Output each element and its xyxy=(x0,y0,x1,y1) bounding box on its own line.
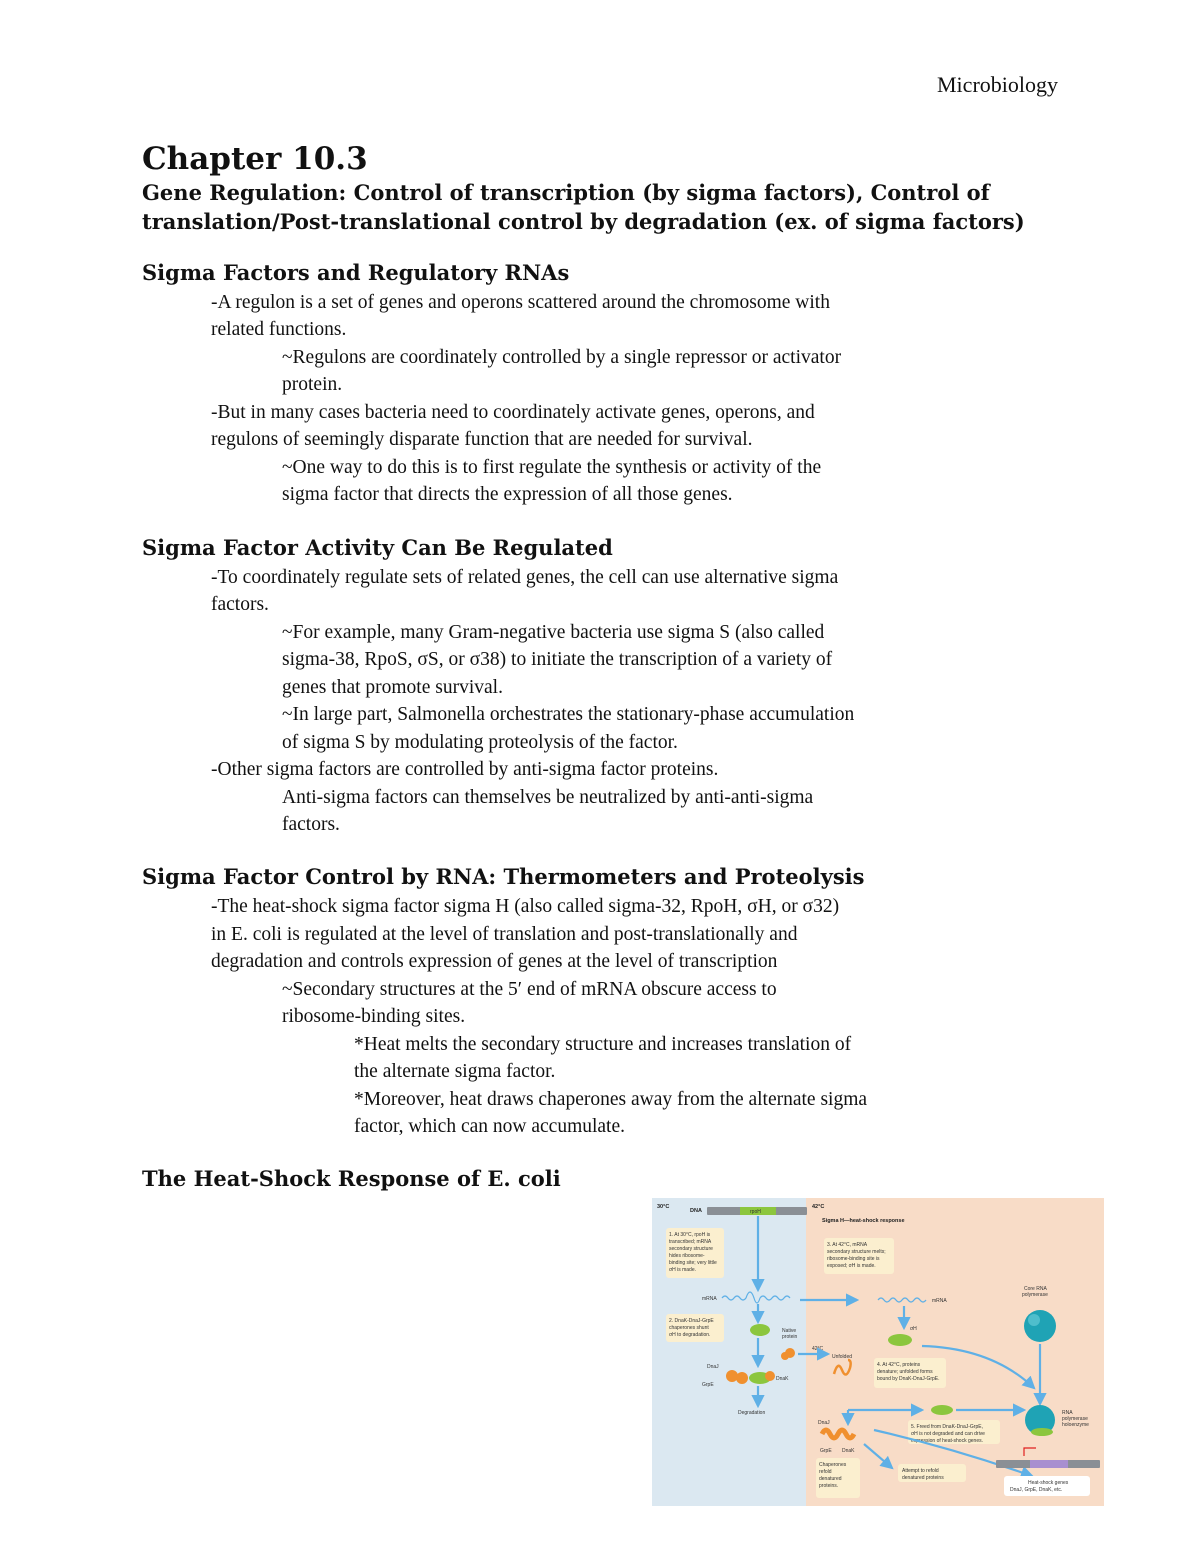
grpe-label-right: GrpE xyxy=(820,1448,832,1454)
temp-30-label: 30°C xyxy=(657,1204,670,1210)
text-line: -But in many cases bacteria need to coordinately activate genes, operons, and xyxy=(211,402,815,423)
text-line: sigma factor that directs the expression of all those genes. xyxy=(282,484,733,505)
sigma-h-title: Sigma H—heat-shock response xyxy=(822,1218,905,1224)
text-line: the alternate sigma factor. xyxy=(354,1061,556,1082)
temp-42-small: 42°C xyxy=(812,1346,824,1352)
mrna-label-left: mRNA xyxy=(702,1296,717,1302)
native-protein-blob xyxy=(781,1352,789,1360)
step5-text: 5. Freed from DnaK-DnaJ-GrpE, σH is not degraded and can drive expression of heat-shock genes. xyxy=(911,1424,985,1444)
course-header: Microbiology xyxy=(937,72,1058,97)
text-line: sigma-38, RpoS, σS, or σ38) to initiate the transcription of a variety of xyxy=(282,649,833,670)
section-heading-sigma-activity: Sigma Factor Activity Can Be Regulated xyxy=(142,535,613,560)
dnak-label-left: DnaK xyxy=(776,1376,789,1382)
text-line: degradation and controls expression of genes at the level of transcription xyxy=(211,951,778,972)
text-line: -A regulon is a set of genes and operons scattered around the chromosome with xyxy=(211,292,830,313)
chaperone-blob xyxy=(736,1372,748,1384)
step4-text: 4. At 42°C, proteins denature; unfolded forms bound by DnaK-DnaJ-GrpE. xyxy=(877,1362,940,1382)
text-line: factors. xyxy=(282,814,340,835)
heat-shock-figure xyxy=(652,1198,1104,1506)
text-line: factors. xyxy=(211,594,269,615)
text-line: related functions. xyxy=(211,319,347,340)
heat-shock-genes-box xyxy=(1004,1476,1090,1496)
sigma-h-freed xyxy=(931,1405,953,1415)
text-line: Anti-sigma factors can themselves be neutralized by anti-anti-sigma xyxy=(282,787,814,808)
step3-text: 3. At 42°C, mRNA secondary structure melts; ribosome-binding site is exposed; σH is made. xyxy=(827,1242,886,1269)
chapter-subtitle xyxy=(142,178,1082,236)
text-line: *Moreover, heat draws chaperones away from the alternate sigma xyxy=(354,1089,868,1110)
section-heading-sigma-factors: Sigma Factors and Regulatory RNAs xyxy=(142,260,570,285)
unfolded-label: Unfolded xyxy=(832,1354,853,1360)
temp-42-label: 42°C xyxy=(812,1204,825,1210)
text-line: protein. xyxy=(282,374,343,395)
attempt-text: Attempt to refold denatured proteins xyxy=(902,1468,944,1481)
mrna-label-right: mRNA xyxy=(932,1298,947,1304)
sigma-h-protein-left xyxy=(750,1324,770,1336)
grpe-label-left: GrpE xyxy=(702,1382,714,1388)
degradation-label: Degradation xyxy=(738,1410,766,1416)
text-line: in E. coli is regulated at the level of translation and post-translationally and xyxy=(211,924,798,945)
step1-text: 1. At 30°C, rpoH is transcribed; mRNA secondary structure hides ribosome- binding site; very little σH is made. xyxy=(669,1232,717,1273)
core-rna-label: Core RNA polymerase xyxy=(1022,1286,1048,1298)
text-line: -The heat-shock sigma factor sigma H (also called sigma-32, RpoH, σH, or σ32) xyxy=(211,896,840,917)
subtitle-line: Gene Regulation: Control of transcription (by sigma factors), Control of xyxy=(142,180,990,205)
chaperone-blob xyxy=(726,1370,738,1382)
chapter-title: Chapter 10.3 xyxy=(142,141,368,177)
text-line: -Other sigma factors are controlled by anti-sigma factor proteins. xyxy=(211,759,719,780)
step2-text: 2. DnaK-DnaJ-GrpE chaperones shunt σH to degradation. xyxy=(669,1318,714,1338)
text-line: ~For example, many Gram-negative bacteria use sigma S (also called xyxy=(282,622,825,643)
chaperones-text: Chaperones refold denatured proteins. xyxy=(819,1462,847,1489)
holoenzyme-sigma xyxy=(1031,1428,1053,1436)
rpoh-label: rpoH xyxy=(750,1209,761,1215)
text-line: ribosome-binding sites. xyxy=(282,1006,466,1027)
text-line: factor, which can now accumulate. xyxy=(354,1116,626,1137)
sigma-h-protein-right xyxy=(888,1334,912,1346)
chaperone-blob xyxy=(765,1371,775,1381)
heat-shock-gene xyxy=(1030,1460,1068,1468)
section-heading-heat-shock: The Heat-Shock Response of E. coli xyxy=(142,1166,561,1191)
dnak-label-right: DnaK xyxy=(842,1448,855,1454)
dnaj-label-left: DnaJ xyxy=(707,1364,719,1370)
holoenzyme-label: RNA polymerase holoenzyme xyxy=(1062,1410,1089,1428)
sigma-h-label-right: σH xyxy=(910,1326,917,1332)
text-line: -To coordinately regulate sets of related genes, the cell can use alternative sigma xyxy=(211,567,839,588)
text-line: ~Secondary structures at the 5′ end of mRNA obscure access to xyxy=(282,979,777,1000)
text-line: of sigma S by modulating proteolysis of the factor. xyxy=(282,732,678,753)
text-line: ~One way to do this is to first regulate the synthesis or activity of the xyxy=(282,457,822,478)
text-line: *Heat melts the secondary structure and increases translation of xyxy=(354,1034,852,1055)
dna-label: DNA xyxy=(690,1208,702,1214)
text-line: ~Regulons are coordinately controlled by a single repressor or activator xyxy=(282,347,842,368)
text-line: regulons of seemingly disparate function that are needed for survival. xyxy=(211,429,753,450)
heat-shock-genes-text: Heat-shock genes DnaJ, GrpE, DnaK, etc. xyxy=(1010,1480,1069,1493)
text-line: genes that promote survival. xyxy=(282,677,503,698)
section-heading-rna-control: Sigma Factor Control by RNA: Thermometers and Proteolysis xyxy=(142,864,865,889)
text-line: ~In large part, Salmonella orchestrates the stationary-phase accumulation xyxy=(282,704,855,725)
core-rna-polymerase xyxy=(1024,1310,1056,1342)
native-protein-label: Native protein xyxy=(782,1328,798,1340)
subtitle-line: translation/Post-translational control by degradation (ex. of sigma factors) xyxy=(142,209,1025,234)
dnaj-label-right: DnaJ xyxy=(818,1420,830,1426)
core-rna-highlight xyxy=(1028,1314,1040,1326)
